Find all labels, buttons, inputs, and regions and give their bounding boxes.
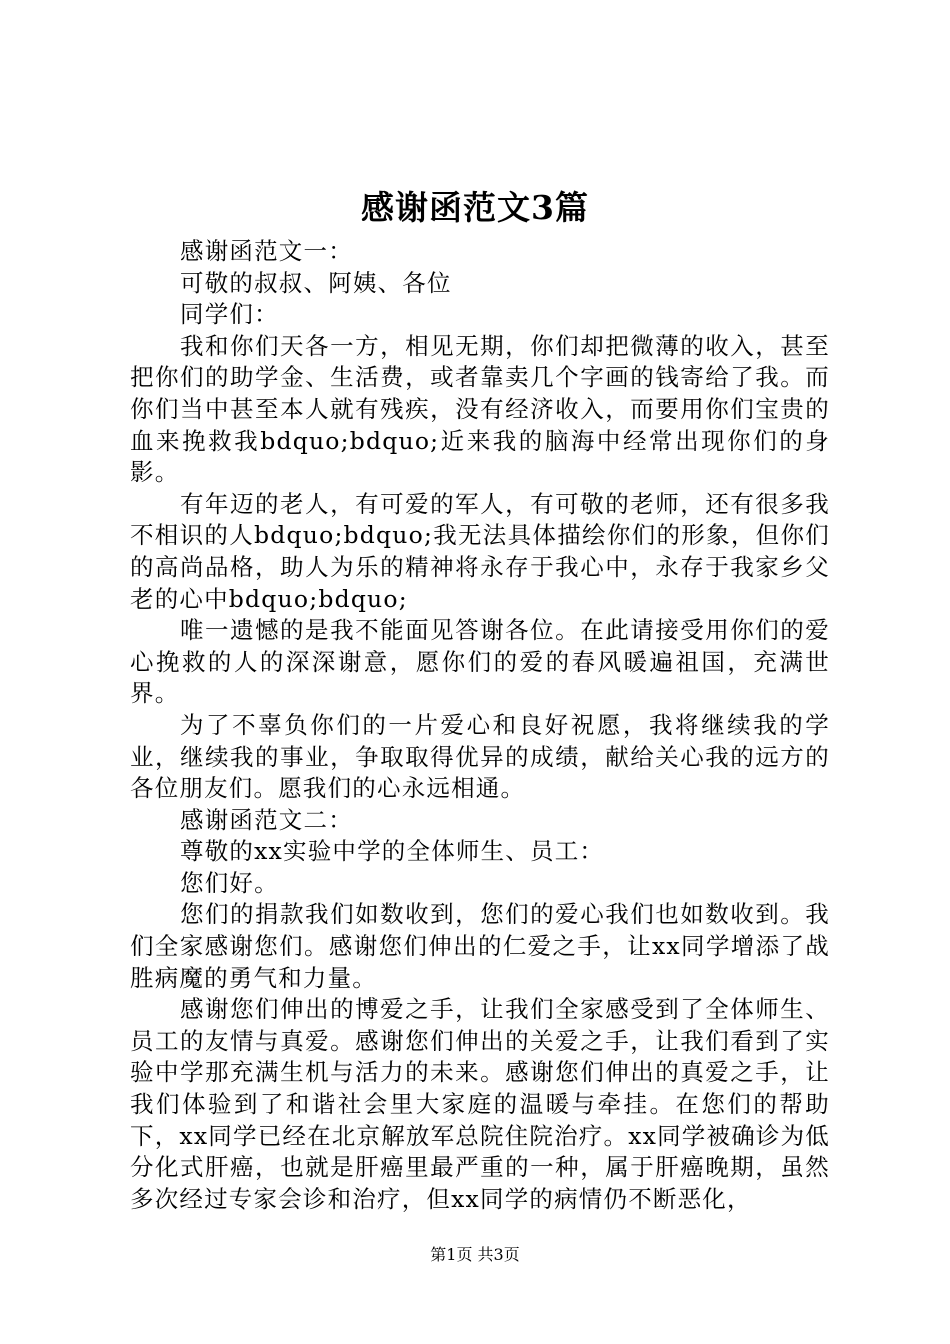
paragraph: 唯一遗憾的是我不能面见答谢各位。在此请接受用你们的爱心挽救的人的深深谢意，愿你们的爱的春风暖遍祖国，充满世界。 [130,616,830,708]
page-footer: 第1页 共3页 [430,1245,520,1264]
paragraph: 有年迈的老人，有可爱的军人，有可敬的老师，还有很多我不相识的人bdquo;bdquo;我无法具体描绘你们的形象，但你们的高尚品格，助人为乐的精神将永存于我心中，永存于我家乡父老的心中bdquo;bdquo; [130,489,830,613]
paragraph: 感谢函范文二： [180,805,353,834]
paragraph: 感谢函范文一： [180,237,353,265]
paragraph: 您们好。 [180,868,279,897]
paragraph: 为了不辜负你们的一片爱心和良好祝愿，我将继续我的学业，继续我的事业，争取取得优异的成绩，献给关心我的远方的各位朋友们。愿我们的心永远相通。 [130,710,830,803]
document-body [130,236,830,1215]
paragraph: 我和你们天各一方，相见无期，你们却把微薄的收入，甚至把你们的助学金、生活费，或者靠卖几个字画的钱寄给了我。而你们当中甚至本人就有残疾，没有经济收入，而要用你们宝贵的血来挽救我bdquo;bdquo;近来我的脑海中经常出现你们的身影。 [130,331,830,487]
paragraph: 感谢您们伸出的博爱之手，让我们全家感受到了全体师生、员工的友情与真爱。感谢您们伸出的关爱之手，让我们看到了实验中学那充满生机与活力的未来。感谢您们伸出的真爱之手，让我们体验到了和谐社会里大家庭的温暖与牵挂。在您们的帮助下，xx同学已经在北京解放军总院住院治疗。xx同学被确诊为低分化式肝癌，也就是肝癌里最严重的一种，属于肝癌晚期，虽然多次经过专家会诊和治疗，但xx同学的病情仍不断恶化， [130,995,831,1213]
paragraph: 同学们： [180,300,279,329]
paragraph: 可敬的叔叔、阿姨、各位 [180,268,452,297]
paragraph: 尊敬的xx实验中学的全体师生、员工： [180,837,605,866]
paragraph: 您们的捐款我们如数收到，您们的爱心我们也如数收到。我们全家感谢您们。感谢您们伸出的仁爱之手，让xx同学增添了战胜病魔的勇气和力量。 [130,900,830,992]
document-title: 感谢函范文3篇 [361,188,589,227]
